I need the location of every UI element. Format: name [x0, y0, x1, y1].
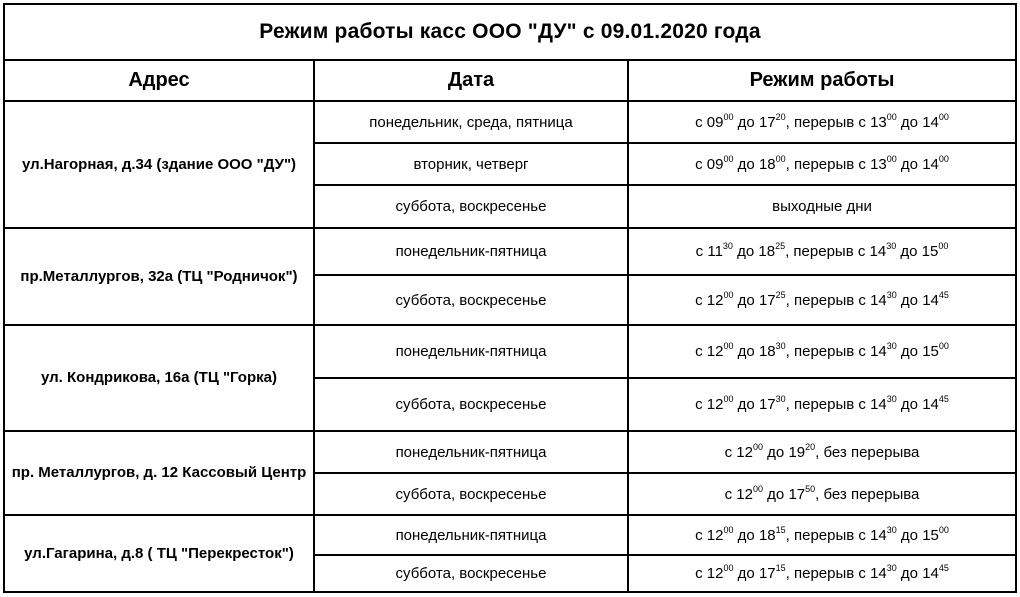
time-hours: 15 — [921, 243, 939, 260]
days-cell: понедельник, среда, пятница — [314, 101, 628, 143]
table-row — [4, 431, 1016, 473]
time-minutes: 30 — [886, 289, 897, 300]
time-minutes: 00 — [723, 563, 734, 573]
break-word: перерыв с — [793, 243, 870, 260]
time-hours: 14 — [922, 396, 939, 413]
address-cell: пр.Металлургов, 32а (ТЦ "Родничок") — [4, 228, 314, 325]
time-hours: 14 — [922, 291, 939, 309]
time-minutes: 30 — [775, 341, 786, 351]
time-minutes: 00 — [723, 153, 734, 164]
time-minutes: 00 — [723, 341, 734, 351]
break-word: перерыв с — [793, 565, 871, 582]
header-address: Адрес — [4, 60, 314, 101]
time-hours: 17 — [758, 113, 776, 131]
time-minutes: 00 — [886, 153, 897, 164]
time-minutes: 00 — [723, 524, 734, 535]
time-minutes: 00 — [938, 153, 949, 164]
break-word: перерыв с — [793, 343, 871, 360]
from-word: с — [695, 243, 708, 260]
days-cell: понедельник-пятница — [314, 325, 628, 378]
time-hours: 12 — [706, 291, 724, 309]
break-word: перерыв с — [793, 291, 871, 309]
time-minutes: 30 — [886, 394, 897, 404]
time-minutes: 50 — [805, 483, 816, 494]
time-hours: 17 — [758, 565, 776, 582]
time-hours: 15 — [922, 526, 939, 544]
time-minutes: 00 — [775, 153, 786, 164]
header-hours: Режим работы — [628, 60, 1016, 101]
time-hours: 12 — [706, 526, 724, 544]
from-word: с — [695, 343, 707, 360]
to-word: до — [733, 565, 759, 582]
table-row — [4, 515, 1016, 555]
to-word: до — [763, 485, 789, 503]
no-break-text: без перерыва — [823, 443, 920, 461]
time-minutes: 00 — [938, 241, 949, 251]
to-word: до — [733, 291, 759, 309]
to-word: до — [896, 396, 923, 413]
from-word: с — [695, 291, 707, 309]
address-cell: пр. Металлургов, д. 12 Кассовый Центр — [4, 431, 314, 515]
time-minutes: 45 — [938, 394, 949, 404]
time-minutes: 30 — [886, 524, 897, 535]
time-minutes: 45 — [938, 289, 949, 300]
time-hours: 14 — [870, 565, 887, 582]
time-hours: 18 — [758, 343, 776, 360]
days-cell: понедельник-пятница — [314, 515, 628, 555]
to-word: до — [896, 526, 923, 544]
header-date: Дата — [314, 60, 628, 101]
to-word: до — [896, 565, 923, 582]
time-minutes: 25 — [775, 241, 786, 251]
to-word: до — [733, 113, 759, 131]
time-minutes: 20 — [805, 441, 816, 452]
hours-cell: с $12^{00}$ до $18^{15}$, перерыв с $14^{30}$ до $15^{00}$ — [628, 515, 1016, 555]
to-word: до — [733, 343, 759, 360]
to-word: до — [733, 526, 759, 544]
break-word: перерыв с — [793, 155, 871, 173]
time-minutes: 00 — [886, 111, 897, 122]
from-word: с — [724, 485, 737, 503]
schedule-table — [3, 3, 1017, 593]
address-cell: ул.Гагарина, д.8 ( ТЦ "Перекресток") — [4, 515, 314, 592]
time-minutes: 30 — [886, 241, 897, 251]
time-minutes: 30 — [886, 563, 897, 573]
hours-cell: с $09^{00}$ до $18^{00}$, перерыв с $13^{00}$ до $14^{00}$ — [628, 143, 1016, 185]
time-hours: 09 — [706, 155, 724, 173]
time-hours: 17 — [758, 396, 776, 413]
days-cell: вторник, четверг — [314, 143, 628, 185]
time-hours: 12 — [736, 443, 753, 461]
to-word: до — [896, 113, 923, 131]
hours-cell: с $12^{00}$ до $17^{25}$, перерыв с $14^{30}$ до $14^{45}$ — [628, 275, 1016, 325]
time-minutes: 30 — [722, 241, 733, 251]
time-minutes: 20 — [775, 111, 786, 122]
time-minutes: 00 — [723, 111, 734, 122]
time-hours: 13 — [870, 155, 887, 173]
days-cell: понедельник-пятница — [314, 228, 628, 275]
time-hours: 09 — [706, 113, 724, 131]
break-word: перерыв с — [793, 526, 871, 544]
time-minutes: 00 — [752, 441, 763, 452]
time-hours: 12 — [706, 343, 724, 360]
hours-cell: выходные дни — [628, 185, 1016, 228]
hours-cell: с $12^{00}$ до $17^{15}$, перерыв с $14^{30}$ до $14^{45}$ — [628, 555, 1016, 592]
hours-cell: с $09^{00}$ до $17^{20}$, перерыв с $13^{00}$ до $14^{00}$ — [628, 101, 1016, 143]
time-hours: 14 — [870, 526, 887, 544]
from-word: с — [724, 443, 737, 461]
time-hours: 18 — [758, 243, 776, 260]
time-hours: 14 — [870, 291, 887, 309]
table-row — [4, 325, 1016, 378]
days-cell: суббота, воскресенье — [314, 275, 628, 325]
time-minutes: 00 — [752, 483, 763, 494]
from-word: с — [695, 526, 707, 544]
time-hours: 15 — [922, 343, 939, 360]
time-hours: 11 — [707, 243, 723, 260]
time-hours: 18 — [758, 155, 776, 173]
table-row — [4, 101, 1016, 143]
address-cell: ул. Кондрикова, 16а (ТЦ "Горка) — [4, 325, 314, 431]
time-hours: 14 — [870, 343, 887, 360]
time-hours: 14 — [869, 243, 887, 260]
to-word: до — [732, 243, 759, 260]
time-hours: 12 — [706, 396, 724, 413]
time-hours: 12 — [706, 565, 724, 582]
time-minutes: 00 — [938, 341, 949, 351]
time-minutes: 30 — [775, 394, 786, 404]
to-word: до — [896, 343, 923, 360]
time-minutes: 15 — [775, 563, 786, 573]
from-word: с — [695, 565, 707, 582]
time-minutes: 00 — [723, 289, 734, 300]
to-word: до — [896, 291, 923, 309]
to-word: до — [733, 155, 759, 173]
time-hours: 12 — [736, 485, 753, 503]
to-word: до — [896, 243, 922, 260]
time-hours: 13 — [870, 113, 887, 131]
to-word: до — [733, 396, 759, 413]
from-word: с — [695, 113, 707, 131]
no-break-text: без перерыва — [823, 485, 920, 503]
time-minutes: 45 — [938, 563, 949, 573]
time-hours: 14 — [922, 155, 939, 173]
time-hours: 19 — [788, 443, 806, 461]
time-hours: 14 — [922, 113, 939, 131]
from-word: с — [695, 155, 707, 173]
time-minutes: 25 — [775, 289, 786, 300]
hours-cell: с $12^{00}$ до $17^{50}$, без перерыва — [628, 473, 1016, 515]
time-minutes: 30 — [886, 341, 897, 351]
hours-cell: с $12^{00}$ до $17^{30}$, перерыв с $14^{30}$ до $14^{45}$ — [628, 378, 1016, 431]
from-word: с — [695, 396, 707, 413]
time-hours: 17 — [788, 485, 806, 503]
time-hours: 14 — [870, 396, 887, 413]
table-row — [4, 228, 1016, 275]
hours-cell: с $12^{00}$ до $19^{20}$, без перерыва — [628, 431, 1016, 473]
days-cell: суббота, воскресенье — [314, 555, 628, 592]
break-word: перерыв с — [793, 396, 871, 413]
time-minutes: 00 — [723, 394, 734, 404]
to-word: до — [763, 443, 789, 461]
address-cell: ул.Нагорная, д.34 (здание ООО "ДУ") — [4, 101, 314, 228]
days-cell: суббота, воскресенье — [314, 378, 628, 431]
time-hours: 18 — [758, 526, 776, 544]
hours-cell: с $11^{30}$ до $18^{25}$, перерыв с $14^{30}$ до $15^{00}$ — [628, 228, 1016, 275]
time-minutes: 15 — [775, 524, 786, 535]
break-word: перерыв с — [793, 113, 871, 131]
days-cell: понедельник-пятница — [314, 431, 628, 473]
time-minutes: 00 — [938, 111, 949, 122]
days-cell: суббота, воскресенье — [314, 185, 628, 228]
to-word: до — [896, 155, 923, 173]
table-title: Режим работы касс ООО "ДУ" с 09.01.2020 года — [4, 4, 1016, 60]
days-cell: суббота, воскресенье — [314, 473, 628, 515]
time-minutes: 00 — [938, 524, 949, 535]
hours-cell: с $12^{00}$ до $18^{30}$, перерыв с $14^{30}$ до $15^{00}$ — [628, 325, 1016, 378]
time-hours: 14 — [922, 565, 939, 582]
time-hours: 17 — [758, 291, 776, 309]
